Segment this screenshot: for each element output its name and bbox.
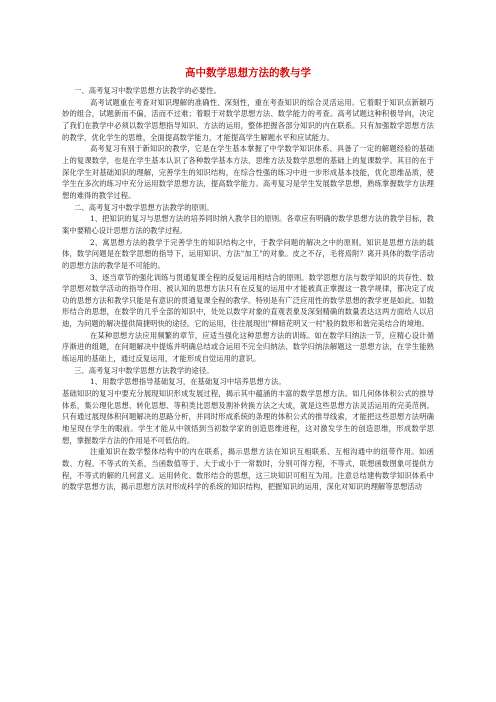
- document-body: [62, 85, 434, 493]
- paragraph: 高考试题重在考查对知识理解的准确性、深刻性，重在考查知识的综合灵活运用。它着眼于知识点新颖巧妙的组合，试题新而不偏，活而不过难；着眼于对数学思想方法、数学能力的考查。高考试题这种积极导向，决定了我们在教学中必须以数学思想指导知识、方法的运用，整体把握各部分知识的内在联系。只有加强数学思想方法的教学，优化学生的思维，全面提高数学能力，才能提高学生解题水平和应试能力。: [62, 97, 434, 142]
- section-heading: 二、高考复习中数学思想方法教学的原则。: [74, 202, 214, 212]
- paragraph: 1、用数学思想指导基础复习，在基础复习中培养思想方法。: [90, 377, 286, 387]
- paragraph: 在某种思想方法应用频繁的章节，应适当强化这种思想方法的训练。如在数学归纳法一节，应精心设计循序渐进的组题，在问题解决中提炼并明确总结或合运用不完全归纳法、数学归纳法解题这一思想方法，在学生能熟练运用的基础上，通过反复运用，才能形成自觉运用的意识。: [62, 330, 434, 364]
- paragraph: 基础知识的复习中要充分展现知识形成发展过程，揭示其中蕴涵的丰富的数学思想方法。如几何体体积公式的推导体系，集公理化思想、转化思想、等积类比思想及割补转换方法之大成，就是这些思想方法灵活运用的完美范例。只有通过展现体积问题解决的思路分析，并同时形成系统的条理的体积公式的推导线索，才能把这些思想方法明确地呈现在学生的眼前。学生才能从中领悟到当初数学家的创造思维进程，这对激发学生的创造思维，形成数学思想，掌握数学方法的作用是不可低估的。: [62, 389, 434, 445]
- paragraph: 2、寓思想方法的教学于完善学生的知识结构之中，于教学问题的解决之中的原则。知识是思想方法的载体，数学问题是在数学思想的指导下，运用知识、方法"加工"的对象。皮之不存，毛将焉附？离开具体的数学活动的思想方法的教学是不可能的。: [62, 237, 434, 270]
- paragraph: 注重知识在数学整体结构中的内在联系，揭示思想方法在知识互相联系、互相沟通中的纽带作用。如函数、方程、不等式的关系，当函数值等于、大于或小于一常数时，分别可得方程，不等式，联想函数图象可提供方程，不等式的解的几何意义。运用转化、数形结合的思想，这三块知识可相互为用。注意总结建构数学知识体系中的数学思想方法，揭示思想方法对形成科学的系统的知识结构，把握知识的运用，深化对知识的理解等思想活动: [62, 447, 434, 492]
- document-title: 高中数学思想方法的教与学: [185, 67, 311, 79]
- section-heading: 三、高考复习中数学思想方法教学的途径。: [74, 365, 214, 375]
- paragraph: 3、逐当章节的强化训练与贯通复课全程的反复运用相结合的原则。数学思想方法与数学知识的共存性、数学思想对数学活动的指导作用、被认知的思想方法只有在反复的运用中才能被真正掌握这一教学规律，都决定了成功的思想方法和教学只能是有意识的贯通复课全程的教学。特别是有广泛应用性的数学思想的教学更是如此。如数形结合的思想，在数学的几乎全部的知识中，处处以数学对象的直观表象及深刻精确的数量表达这两方面给人以启迪，为问题的解决提供简捷明快的途径。它的运用，往往展现出"柳暗花明又一村"般的数形和谐完美结合的境地。: [62, 272, 434, 329]
- paragraph: 高考复习有别于新知识的教学，它是在学生基本掌握了中学数学知识体系、具备了一定的解题经验的基础上的复课数学，也是在学生基本认识了各种数学基本方法、思维方法及数学思想的基础上的复课数学。其目的在于深化学生对基础知识的理解，完善学生的知识结构，在综合性强的练习中进一步形成基本技能，优化思维品质，使学生在多次的练习中充分运用数学思想方法，提高数学能力。高考复习是学生发展数学思想，熟练掌握数学方法理想的难得的教学过程。: [62, 144, 434, 200]
- section-heading: 一、高考复习中数学思想方法教学的必要性。: [74, 86, 221, 95]
- paragraph: 1、把知识的复习与思想方法的培养同时纳入教学目的原则。各章应有明确的数学思想方法的教学目标，教案中要精心设计思想方法的教学过程。: [62, 214, 434, 235]
